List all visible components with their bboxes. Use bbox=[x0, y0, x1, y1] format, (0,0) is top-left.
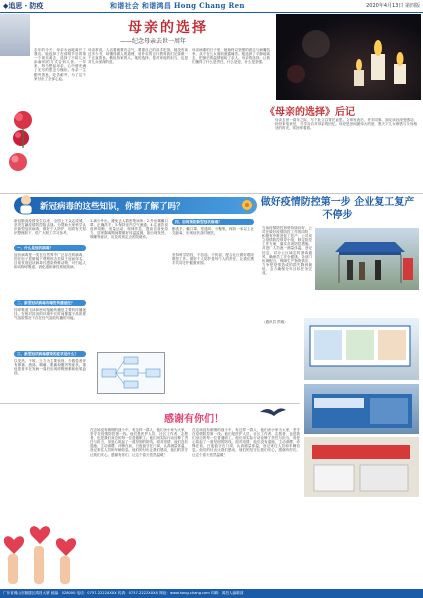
paper-title: 和谐社会 和谐鸿昌 Hong Chang Ren bbox=[110, 1, 245, 10]
covid-q2: 二、新型冠状病毒有哪些传播途径？ bbox=[14, 300, 86, 306]
thanks-column-2: 在这场没有硝烟的战斗中，有这样一群人，他们舍小家为大家，坚守在疫情防控第一线。他们是医护人员、社区工作者、志愿者，也是我们身边的每一位普通职工。他们用实际行动诠释了责任与担当，用爱心筑起了一道坚固的防线。面对疫情，他们没有退缩，主动请缨，冲锋在前，日夜值守在门岗，认真测量体温，登记来往人员和车辆信息。他们的付出让我们感动，他们的坚守让我们安心。感谢有你们，让这个春天依然温暖！ bbox=[192, 428, 300, 457]
covid-banner-title: 新冠病毒的这些知识，你都了解了吗？ bbox=[40, 202, 185, 212]
section-divider-2 bbox=[0, 403, 300, 404]
mother-column-1: 去年的今天，母亲永远地离开了我们。她选择了在清明节后的第一个周末离去，选择了不给儿女添麻烦的方式告别人世。一年来，每当想起母亲，心中便充满了无尽的思念与愧疚。母亲一生勤劳善良，吃苦耐劳，为了这个家付出了全部心血。 bbox=[34, 48, 86, 81]
mother-column-3: 母亲病重的日子里，她始终以坚强的意志与病魔抗争，从不在儿女面前流露痛苦。她选择了平静地离去，把最后的温情留给了亲人。母亲的选择，让我们懂得了什么是责任，什么是爱，什么是坚强。 bbox=[192, 48, 270, 65]
factory-photo bbox=[304, 384, 419, 434]
afterword-text: 母亲去世一周年之际，写下此文以寄托哀思。文章发表后，许多同事、朋友读后深受感动，纷纷来电来信，分享各自对母亲的回忆。母爱是世间最伟大的爱，愿天下儿女珍惜与父母相处的时光，常回家看看。 bbox=[275, 118, 417, 131]
thanks-title: 感谢有你们！ bbox=[164, 414, 224, 425]
afterword-title: 《母亲的选择》后记 bbox=[265, 107, 355, 118]
thanks-column-1: 在这场没有硝烟的战斗中，有这样一群人，他们舍小家为大家，坚守在疫情防控第一线。他们是医护人员、社区工作者、志愿者，也是我们身边的每一位普通职工。他们用实际行动诠释了责任与担当，用爱心筑起了一道坚固的防线。面对疫情，他们没有退缩，主动请缨，冲锋在前，日夜值守在门岗，认真测量体温，登记来往人员和车辆信息。他们的付出让我们感动，他们的坚守让我们安心。感谢有你们，让这个春天依然温暖！ bbox=[90, 428, 188, 457]
covid-q1: 一、什么是冠状病毒？ bbox=[14, 245, 86, 251]
covid-intro: 新冠肺炎疫情发生以来，全国上下众志成城，坚决打赢疫情防控阻击战。为帮助大家科学认识新型冠状病毒，做好个人防护，现将有关知识整理如下，供广大职工学习参考。 bbox=[14, 219, 86, 236]
tent-checkpoint-photo bbox=[315, 228, 419, 290]
notice-wall-photo bbox=[304, 437, 419, 497]
section-label: ◆追思・防疫 bbox=[3, 2, 44, 10]
article-subtitle: ——纪念母亲去世一周年 bbox=[120, 38, 187, 45]
page-footer: 广东省佛山市顺德区鸿昌大厦 邮编：528000 电话：0757-2222XXXX 传真：0757-2222XXXX 网址：www.hong-chang.com 印刷：鸿昌人编辑部 bbox=[0, 589, 423, 598]
resume-work-headline: 做好疫情防控第一步 企业复工复产不停步 bbox=[260, 197, 415, 221]
section-divider bbox=[0, 193, 423, 194]
article-title-mother: 母亲的选择 bbox=[128, 20, 208, 36]
bulletin-board-photo bbox=[304, 318, 419, 380]
doctor-icon bbox=[16, 193, 36, 215]
flowchart-diagram bbox=[97, 352, 165, 394]
covid-a4: 勤洗手、戴口罩、常通风、少聚集，保持一米以上社交距离，出现症状及时就医。 bbox=[172, 227, 254, 236]
resume-work-caption: （通讯员 供稿） bbox=[262, 320, 288, 324]
covid-column-c: 坚持科学防控，不信谣、不传谣，配合社区做好联防联控工作。做好个人防护是每个人的责任，让我们携手共同守护健康家园。 bbox=[172, 253, 254, 266]
covid-a3: 以发热、干咳、乏力为主要表现，少数患者伴有鼻塞、流涕、咽痛、肌痛和腹泻等症状。重症患者多在发病一周后出现呼吸困难和低氧血症。 bbox=[14, 359, 86, 376]
covid-q4: 四、如何预防新型冠状病毒？ bbox=[172, 219, 254, 225]
covid-column-b: 1.减少外出，避免去人群密集场所；2.外出佩戴口罩，正确洗手；3.保持室内空气流通；4.注意饮食营养均衡，适量运动，规律作息，提高自身免疫力。居家隔离期间要做好体温监测，如出现发热、咳嗽等症状，应及时到定点医院就诊。 bbox=[90, 219, 168, 240]
covid-a2: 经呼吸道飞沫和密切接触传播是主要的传播途径。在相对封闭的环境中长时间暴露于高浓度气溶胶情况下存在经气溶胶传播的可能。 bbox=[14, 308, 86, 321]
virus-icon bbox=[238, 196, 256, 214]
swallow-icon bbox=[258, 404, 288, 420]
issue-info: 2020年4月13日 第四版 bbox=[366, 3, 420, 9]
covid-a1: 冠状病毒是一类在自然界中广泛存在的病毒，因在电子显微镜下观察形态类似王冠而得名。目前发现冠状病毒仅感染脊椎动物，可引起人和动物呼吸道、消化道和神经系统疾病。 bbox=[14, 253, 86, 270]
page-header bbox=[0, 0, 423, 13]
memorial-photo-left bbox=[0, 14, 30, 56]
covid-q3: 三、新型冠状病毒感染的症状是什么？ bbox=[14, 351, 86, 357]
flower-image-small bbox=[5, 150, 31, 176]
hearts-hands-image bbox=[0, 520, 88, 586]
mother-column-2: 母亲常说，人活着就要有志气，要靠自己的双手吃饭。她没有读过多少书，却懂得做人的道理，用朴实的言行教育我们兄妹做一个正直善良、勤俭持家的人。她的选择，是对家庭的担当，也是对儿女深深的爱。 bbox=[88, 48, 188, 65]
candle-photo bbox=[276, 14, 421, 100]
resume-work-text: 当前疫情防控形势持续向好，公司在做好疫情防控工作的同时，积极有序推进复工复产。公司成立疫情防控领导小组，制定防控工作方案，落实各项防控措施。对进厂人员逐一测量体温、登记信息，对办公区域定时消毒通风，确保员工安全健康。各部门协调配合，保障生产物资供应，力争把疫情造成的损失降到最低，全力确保全年目标任务完成。 bbox=[262, 226, 312, 276]
covid-banner bbox=[14, 197, 257, 214]
